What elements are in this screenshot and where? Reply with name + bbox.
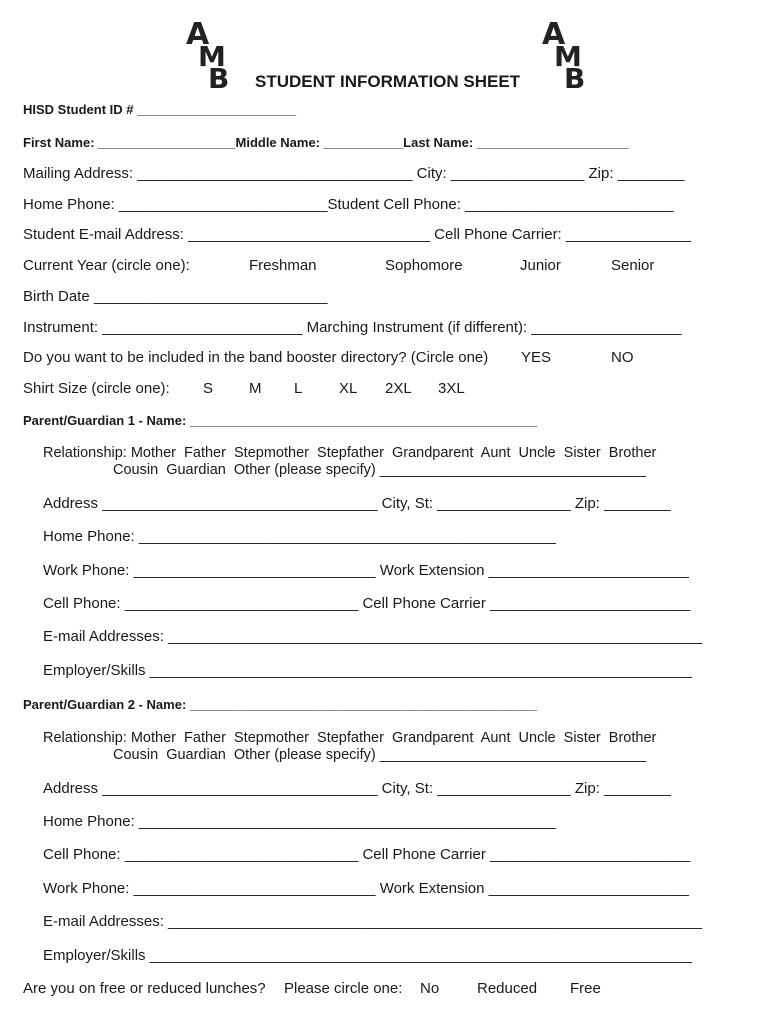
svg-text:A: A — [542, 17, 566, 52]
guardian1-work-phone-field[interactable]: Work Phone: _____________________________ Work Extension ________________________ — [43, 562, 689, 579]
student-phone-fields[interactable]: Home Phone: _________________________Student Cell Phone: _________________________ — [23, 196, 674, 213]
guardian2-name-field[interactable]: Parent/Guardian 2 - Name: ________________________________________________ — [23, 697, 537, 712]
guardian2-relationship-other[interactable]: Cousin Guardian Other (please specify) _________________________________ — [113, 747, 646, 763]
year-option-freshman[interactable]: Freshman — [249, 257, 317, 274]
amb-logo-right — [538, 12, 592, 90]
amb-logo-left — [182, 12, 236, 90]
student-email-field[interactable]: Student E-mail Address: _____________________________ Cell Phone Carrier: _______________ — [23, 226, 692, 243]
guardian2-email-field[interactable]: E-mail Addresses: ________________________________________________________________ — [43, 913, 702, 930]
svg-text:B: B — [564, 62, 586, 90]
directory-no-option[interactable]: NO — [611, 349, 634, 366]
year-option-junior[interactable]: Junior — [520, 257, 561, 274]
svg-text:B: B — [208, 62, 230, 90]
directory-question: Do you want to be included in the band booster directory? (Circle one) — [23, 349, 489, 366]
year-option-senior[interactable]: Senior — [611, 257, 655, 274]
guardian2-address-field[interactable]: Address _________________________________ City, St: ________________ Zip: ________ — [43, 780, 671, 797]
current-year-label: Current Year (circle one): — [23, 257, 190, 274]
shirt-size-3xl[interactable]: 3XL — [438, 380, 465, 397]
guardian2-employer-field[interactable]: Employer/Skills _________________________________________________________________ — [43, 947, 692, 964]
shirt-size-s[interactable]: S — [203, 380, 214, 397]
shirt-size-2xl[interactable]: 2XL — [385, 380, 412, 397]
guardian1-relationship-other[interactable]: Cousin Guardian Other (please specify) _________________________________ — [113, 462, 646, 478]
lunch-option-free[interactable]: Free — [570, 980, 601, 997]
shirt-size-xl[interactable]: XL — [339, 380, 358, 397]
svg-text:M: M — [198, 40, 226, 73]
birth-date-field[interactable]: Birth Date ____________________________ — [23, 288, 328, 305]
instrument-field[interactable]: Instrument: ________________________ Marching Instrument (if different): __________________ — [23, 319, 682, 336]
page-title: STUDENT INFORMATION SHEET — [255, 72, 521, 91]
lunch-prompt: Please circle one: — [284, 980, 403, 997]
year-option-sophomore[interactable]: Sophomore — [385, 257, 463, 274]
guardian2-relationship-options[interactable]: Relationship: Mother Father Stepmother Stepfather Grandparent Aunt Uncle Sister Brother — [43, 730, 657, 746]
guardian1-employer-field[interactable]: Employer/Skills _________________________________________________________________ — [43, 662, 692, 679]
student-name-fields[interactable]: First Name: ___________________Middle Name: ___________Last Name: _____________________ — [23, 135, 629, 150]
guardian2-work-phone-field[interactable]: Work Phone: _____________________________ Work Extension ________________________ — [43, 880, 689, 897]
guardian1-address-field[interactable]: Address _________________________________ City, St: ________________ Zip: ________ — [43, 495, 671, 512]
guardian1-name-field[interactable]: Parent/Guardian 1 - Name: ________________________________________________ — [23, 413, 537, 428]
lunch-question: Are you on free or reduced lunches? — [23, 980, 266, 997]
guardian1-email-field[interactable]: E-mail Addresses: ________________________________________________________________ — [43, 628, 702, 645]
guardian1-cell-phone-field[interactable]: Cell Phone: ____________________________ Cell Phone Carrier ________________________ — [43, 595, 691, 612]
guardian1-relationship-options[interactable]: Relationship: Mother Father Stepmother Stepfather Grandparent Aunt Uncle Sister Brother — [43, 445, 657, 461]
shirt-size-label: Shirt Size (circle one): — [23, 380, 170, 397]
svg-text:M: M — [554, 40, 582, 73]
student-id-field[interactable]: HISD Student ID # ______________________ — [23, 102, 297, 117]
svg-text:A: A — [186, 17, 210, 52]
directory-yes-option[interactable]: YES — [521, 349, 552, 366]
guardian2-home-phone-field[interactable]: Home Phone: __________________________________________________ — [43, 813, 557, 830]
lunch-option-no[interactable]: No — [420, 980, 440, 997]
lunch-option-reduced[interactable]: Reduced — [477, 980, 538, 997]
guardian2-cell-phone-field[interactable]: Cell Phone: ____________________________ Cell Phone Carrier ________________________ — [43, 846, 691, 863]
mailing-address-field[interactable]: Mailing Address: _________________________________ City: ________________ Zip: ________ — [23, 165, 685, 182]
shirt-size-m[interactable]: M — [249, 380, 262, 397]
guardian1-home-phone-field[interactable]: Home Phone: __________________________________________________ — [43, 528, 557, 545]
shirt-size-l[interactable]: L — [294, 380, 303, 397]
